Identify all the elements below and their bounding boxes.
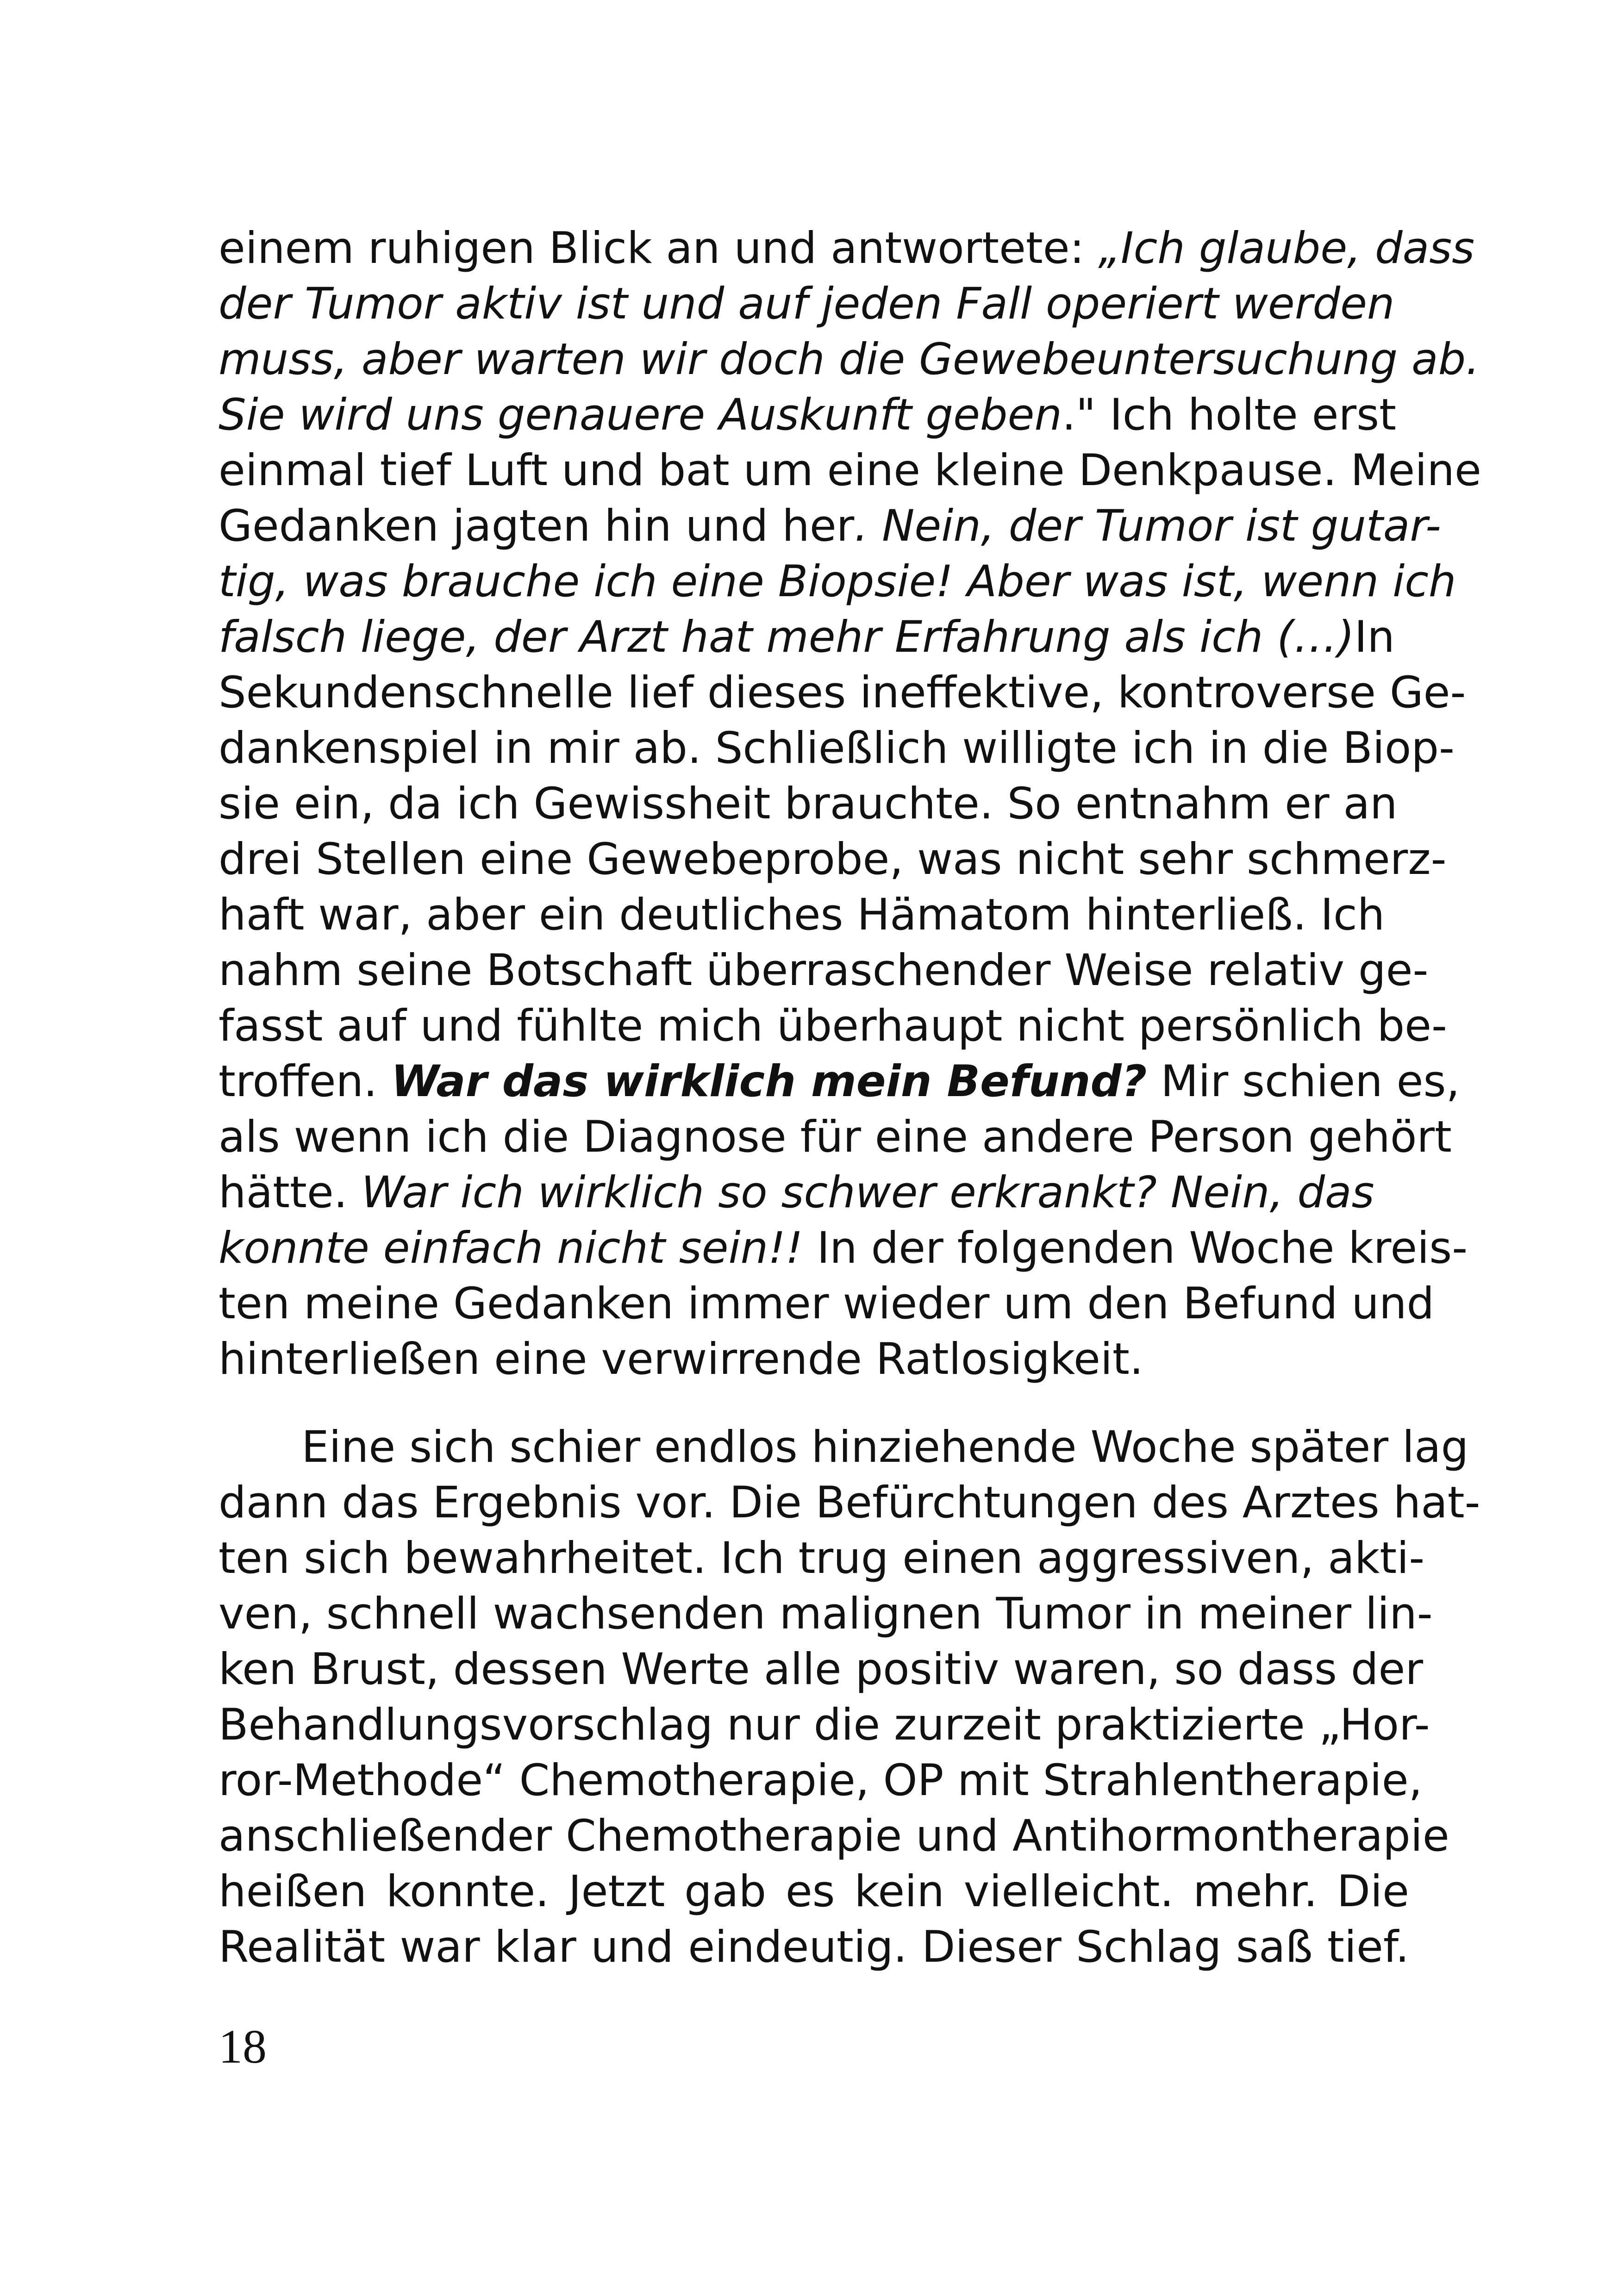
text-line: ven, schnell wachsenden malignen Tumor in meiner lin- [219,1589,1433,1639]
text-line: Sekundenschnelle lief dieses ineffektive, kontroverse Ge- [219,667,1466,718]
text-line: anschließender Chemotherapie und Antihormontherapie [219,1811,1449,1861]
thought-text: . Nein, der Tumor ist gutar- [854,501,1441,551]
text-line: ten sich bewahrheitet. Ich trug einen aggressiven, akti- [219,1533,1425,1584]
text-span: In [1354,612,1395,662]
quote-text: Sie wird uns genauere Auskunft geben [219,390,1062,440]
text-line: Behandlungsvorschlag nur die zurzeit praktizierte „Hor- [219,1700,1430,1750]
text-line: Realität war klar und eindeutig. Dieser Schlag saß tief. [219,1922,1409,1972]
text-line: ror-Methode“ Chemotherapie, OP mit Strahlentherapie, [219,1755,1423,1806]
text-line: dann das Ergebnis vor. Die Befürchtungen des Arztes hat- [219,1478,1480,1528]
thought-line: tig, was brauche ich eine Biopsie! Aber was ist, wenn ich [219,556,1456,607]
text-span: Gedanken jagten hin und her [219,501,855,551]
text-span: In der folgenden Woche kreis- [803,1223,1468,1273]
text-line: dankenspiel in mir ab. Schließlich willigte ich in die Biop- [219,723,1455,773]
text-line [219,1221,1468,1276]
text-span: ." Ich holte erst [1062,390,1396,440]
quote-line: muss, aber warten wir doch die Gewebeuntersuchung ab. [219,334,1480,385]
text-line: heißen konnte. Jetzt gab es kein vielleicht. mehr. Die [219,1866,1409,1917]
quote-line: der Tumor aktiv ist und auf jeden Fall operiert werden [219,279,1395,329]
text-line [219,1166,1374,1220]
text-line: nahm seine Botschaft überraschender Weise relativ ge- [219,945,1429,996]
text-line: Eine sich schier endlos hinziehende Woche später lag [219,1422,1469,1472]
text-span: troffen. [219,1056,391,1107]
text-span: Mir schien es, [1147,1056,1460,1107]
thought-text: falsch liege, der Arzt hat mehr Erfahrung als ich (…) [219,612,1355,662]
page-number: 18 [219,2020,267,2073]
thought-text: War ich wirklich so schwer erkrankt? Nein, das [361,1167,1374,1218]
text-line: drei Stellen eine Gewebeprobe, was nicht sehr schmerz- [219,834,1447,885]
text-span: hätte. [219,1167,362,1218]
text-line: hinterließen eine verwirrende Ratlosigkeit. [219,1334,1143,1384]
text-line: sie ein, da ich Gewissheit brauchte. So entnahm er an [219,779,1398,829]
text-line [219,610,1395,665]
emphasis-text: War das wirklich mein Befund? [391,1056,1147,1107]
text-line: ten meine Gedanken immer wieder um den Befund und [219,1278,1435,1329]
text-line [219,1054,1460,1109]
text-line: als wenn ich die Diagnose für eine andere Person gehört [219,1112,1452,1162]
text-line: ken Brust, dessen Werte alle positiv waren, so dass der [219,1644,1424,1695]
text-line: haft war, aber ein deutliches Hämatom hinterließ. Ich [219,890,1385,940]
text-line [219,499,1441,554]
thought-text: konnte einfach nicht sein!! [219,1223,803,1273]
text-line: fasst auf und fühlte mich überhaupt nicht persönlich be- [219,1001,1447,1051]
quote-text: „Ich glaube, dass [1098,223,1475,274]
text-span: einem ruhigen Blick an und antwortete: [219,223,1099,274]
text-line [219,388,1396,443]
text-line [219,221,1474,276]
text-line: einmal tief Luft und bat um eine kleine Denkpause. Meine [219,445,1481,496]
